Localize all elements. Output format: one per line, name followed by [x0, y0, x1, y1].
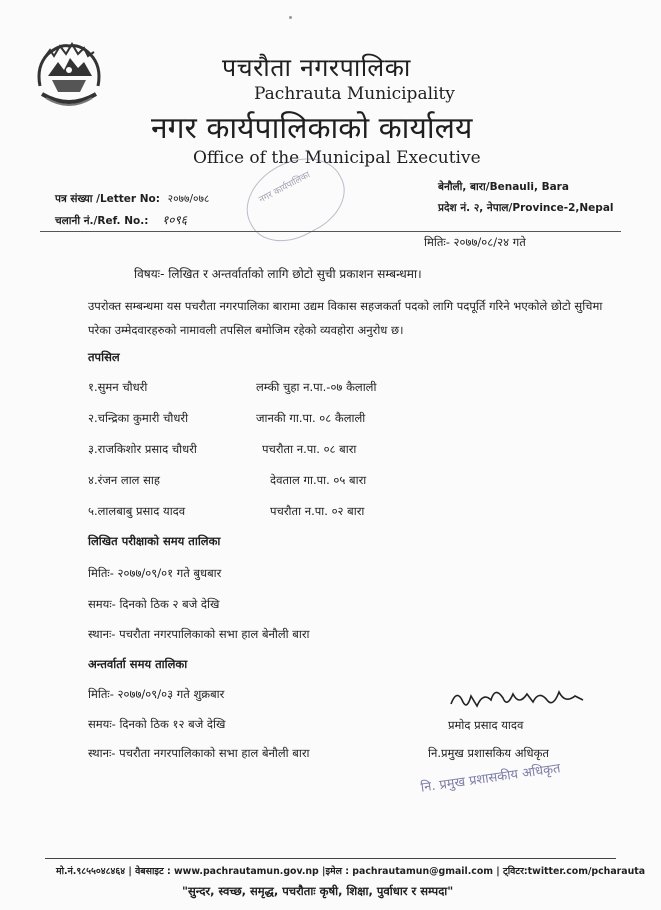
footer-divider [45, 858, 616, 859]
ref-number [55, 211, 187, 228]
candidate-name: ५.लालबाबु प्रसाद यादव [88, 504, 186, 518]
candidate-name: १.सुमन चौधरी [88, 380, 148, 394]
candidate-address: देवताल गा.पा. ०५ बारा [270, 473, 367, 487]
details-heading: तपसिल [88, 350, 120, 364]
stamp-text: नगर कार्यपालिका [257, 170, 312, 206]
candidate-address: लम्की चुहा न.पा.-०७ कैलाली [256, 380, 377, 394]
org-name-np: पचरौता नगरपालिका [222, 53, 411, 82]
candidate-name: २.चन्द्रिका कुमारी चौधरी [88, 411, 189, 425]
address-line-2: प्रदेश नं. २, नेपाल/Province-2,Nepal [438, 202, 614, 214]
candidate-address: पचरौता न.पा. ०८ बारा [262, 442, 357, 456]
written-exam-place: स्थानः- पचरौता नगरपालिकाको सभा हाल बेनौली बारा [88, 627, 310, 641]
candidate-address: पचरौता न.पा. ०२ बारा [270, 504, 365, 518]
letter-number-value: २०७७/०७८ [167, 193, 210, 205]
written-exam-heading: लिखित परीक्षाको समय तालिका [88, 534, 221, 548]
footer-slogan: "सुन्दर, स्वच्छ, समृद्ध, पचरौताः कृषी, शिक्षा, पुर्वाधार र सम्पदा" [182, 884, 454, 898]
office-name-en: Office of the Municipal Executive [193, 148, 481, 168]
signer-title: नि.प्रमुख प्रशासकिय अधिकृत [428, 746, 549, 760]
signer-name: प्रमोद प्रसाद यादव [448, 718, 524, 732]
ref-number-label: चलानी नं./Ref. No.: [55, 215, 149, 227]
interview-place: स्थानः- पचरौता नगरपालिकाको सभा हाल बेनौली बारा [88, 746, 310, 760]
org-name-en: Pachrauta Municipality [254, 84, 455, 104]
interview-time: समयः- दिनको ठिक १२ बजे देखि [88, 717, 226, 731]
official-seal: नि. प्रमुख प्रशासकीय अधिकृत [419, 761, 562, 796]
address-line-1: बेनौली, बारा/Benauli, Bara [438, 181, 569, 193]
interview-date: मितिः- २०७७/०९/०३ गते शुक्रबार [88, 687, 225, 701]
office-name-np: नगर कार्यपालिकाको कार्यालय [151, 111, 473, 146]
candidate-name: ३.राजकिशोर प्रसाद चौधरी [88, 442, 197, 456]
nepal-emblem-icon [30, 36, 108, 114]
handwritten-signature [447, 682, 587, 716]
candidate-name: ४.रंजन लाल साह [88, 473, 160, 487]
header-divider [40, 231, 621, 232]
letter-number [55, 192, 209, 206]
candidate-address: जानकी गा.पा. ०८ कैलाली [256, 411, 366, 425]
scan-speck [289, 16, 292, 19]
subject-line: विषयः- लिखित र अन्तर्वार्ताको लागि छोटो सुची प्रकाशन सम्बन्धमा। [134, 267, 422, 281]
body-paragraph: उपरोक्त सम्बन्धमा यस पचरौता नगरपालिका बारामा उद्यम विकास सहजकर्ता पदको लागि पदपूर्ति गरिने भएकोले छोटो सुचिमा परेका उम्मेदवारहरुको नामावली तपसिल बमोजिम रहेको व्यवहोरा अनुरोध छ। [88, 299, 603, 337]
footer-contact: मो.नं.९८५५०४८४६४ | वेबसाइट : www.pachrautamun.gov.np |इमेल : pachrautamun@gmail.com | ट्विटर:twitter.com/pcharauta [56, 866, 646, 877]
letter-date: मितिः- २०७७/०८/२४ गते [424, 235, 526, 249]
ref-number-value: १०९६ [162, 213, 188, 227]
interview-heading: अन्तर्वार्ता समय तालिका [88, 657, 188, 671]
written-exam-date: मितिः- २०७७/०९/०१ गते बुधबार [88, 566, 222, 580]
letter-number-label: पत्र संख्या /Letter No: [55, 193, 160, 205]
written-exam-time: समयः- दिनको ठिक २ बजे देखि [88, 597, 220, 611]
